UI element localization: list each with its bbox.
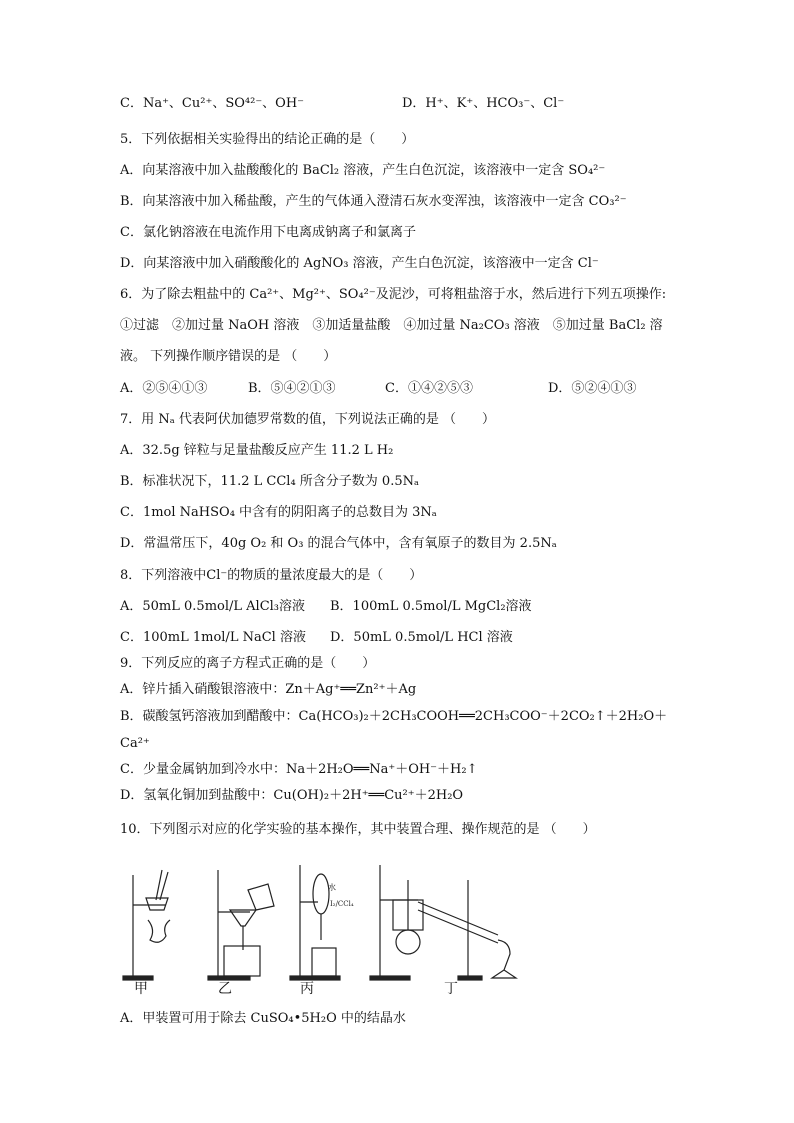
figure-label-bing: 丙 [300, 981, 314, 997]
q8-option-b: B．100mL 0.5mol/L MgCl₂溶液 [330, 599, 532, 614]
apparatus-yi [208, 870, 274, 980]
q6-stem: 6．为了除去粗盐中的 Ca²⁺、Mg²⁺、SO₄²⁻及泥沙，可将粗盐溶于水，然后进行下列五项操作: [120, 287, 667, 302]
q7-option-d: D．常温常压下，40g O₂ 和 O₃ 的混合气体中，含有氧原子的数目为 2.5Nₐ [120, 536, 557, 551]
figure-label-ding: 丁 [444, 981, 458, 997]
solvent-label: I₂/CCl₄ [330, 900, 354, 908]
q9-stem: 9．下列反应的离子方程式正确的是（ ） [120, 656, 376, 671]
q9-option-b-cont: Ca²⁺ [120, 736, 150, 751]
figure-label-jia: 甲 [134, 981, 148, 997]
q7-stem: 7．用 Nₐ 代表阿伏加德罗常数的值，下列说法正确的是 （ ） [120, 412, 496, 427]
q5-option-a: A．向某溶液中加入盐酸酸化的 BaCl₂ 溶液，产生白色沉淀，该溶液中一定含 SO₄²⁻ [120, 163, 606, 178]
q5-option-b: B．向某溶液中加入稀盐酸，产生的气体通入澄清石灰水变浑浊，该溶液中一定含 CO₃²⁻ [120, 194, 627, 209]
q8-stem: 8．下列溶液中Cl⁻的物质的量浓度最大的是（ ） [120, 568, 423, 583]
apparatus-jia [123, 870, 170, 980]
q10-option-a: A．甲装置可用于除去 CuSO₄•5H₂O 中的结晶水 [120, 1011, 406, 1026]
q8-option-c: C．100mL 1mol/L NaCl 溶液 [120, 630, 306, 645]
q6-option-a: A．②⑤④①③ [120, 381, 208, 396]
q5-stem: 5．下列依据相关实验得出的结论正确的是（ ） [120, 132, 415, 147]
q10-stem: 10．下列图示对应的化学实验的基本操作，其中装置合理、操作规范的是 （ ） [120, 822, 596, 837]
q6-stem-2: 液。 下列操作顺序错误的是 （ ） [120, 349, 337, 364]
apparatus-figure [118, 860, 538, 1000]
q9-option-d: D．氢氧化铜加到盐酸中：Cu(OH)₂＋2H⁺══Cu²⁺＋2H₂O [120, 788, 464, 803]
q6-option-b: B．⑤④②①③ [248, 381, 336, 396]
q4-option-c: C．Na⁺、Cu²⁺、SO⁴²⁻、OH⁻ [120, 96, 305, 111]
q5-option-d: D．向某溶液中加入硝酸酸化的 AgNO₃ 溶液，产生白色沉淀，该溶液中一定含 Cl⁻ [120, 256, 599, 271]
q7-option-c: C．1mol NaHSO₄ 中含有的阴阳离子的总数目为 3Nₐ [120, 505, 437, 520]
q9-option-a: A．锌片插入硝酸银溶液中：Zn＋Ag⁺══Zn²⁺＋Ag [120, 682, 417, 697]
q5-option-c: C．氯化钠溶液在电流作用下电离成钠离子和氯离子 [120, 225, 416, 240]
q4-option-d: D．H⁺、K⁺、HCO₃⁻、Cl⁻ [402, 96, 565, 111]
q6-operations: ①过滤 ②加过量 NaOH 溶液 ③加适量盐酸 ④加过量 Na₂CO₃ 溶液 ⑤加过量 BaCl₂ 溶 [120, 318, 663, 333]
q9-option-c: C．少量金属钠加到冷水中：Na＋2H₂O══Na⁺＋OH⁻＋H₂↑ [120, 762, 478, 777]
q7-option-b: B．标准状况下，11.2 L CCl₄ 所含分子数为 0.5Nₐ [120, 474, 419, 489]
q6-option-d: D．⑤②④①③ [548, 381, 637, 396]
q8-option-d: D．50mL 0.5mol/L HCl 溶液 [330, 630, 513, 645]
q7-option-a: A．32.5g 锌粒与足量盐酸反应产生 11.2 L H₂ [120, 443, 394, 458]
q6-option-c: C．①④②⑤③ [385, 381, 473, 396]
figure-label-yi: 乙 [218, 981, 232, 997]
water-label: 水 [328, 883, 336, 892]
q9-option-b: B．碳酸氢钙溶液加到醋酸中：Ca(HCO₃)₂＋2CH₃COOH══2CH₃COO⁻＋2CO₂↑＋2H₂O＋ [120, 709, 668, 724]
apparatus-ding [370, 865, 516, 980]
q8-option-a: A．50mL 0.5mol/L AlCl₃溶液 [120, 599, 306, 614]
